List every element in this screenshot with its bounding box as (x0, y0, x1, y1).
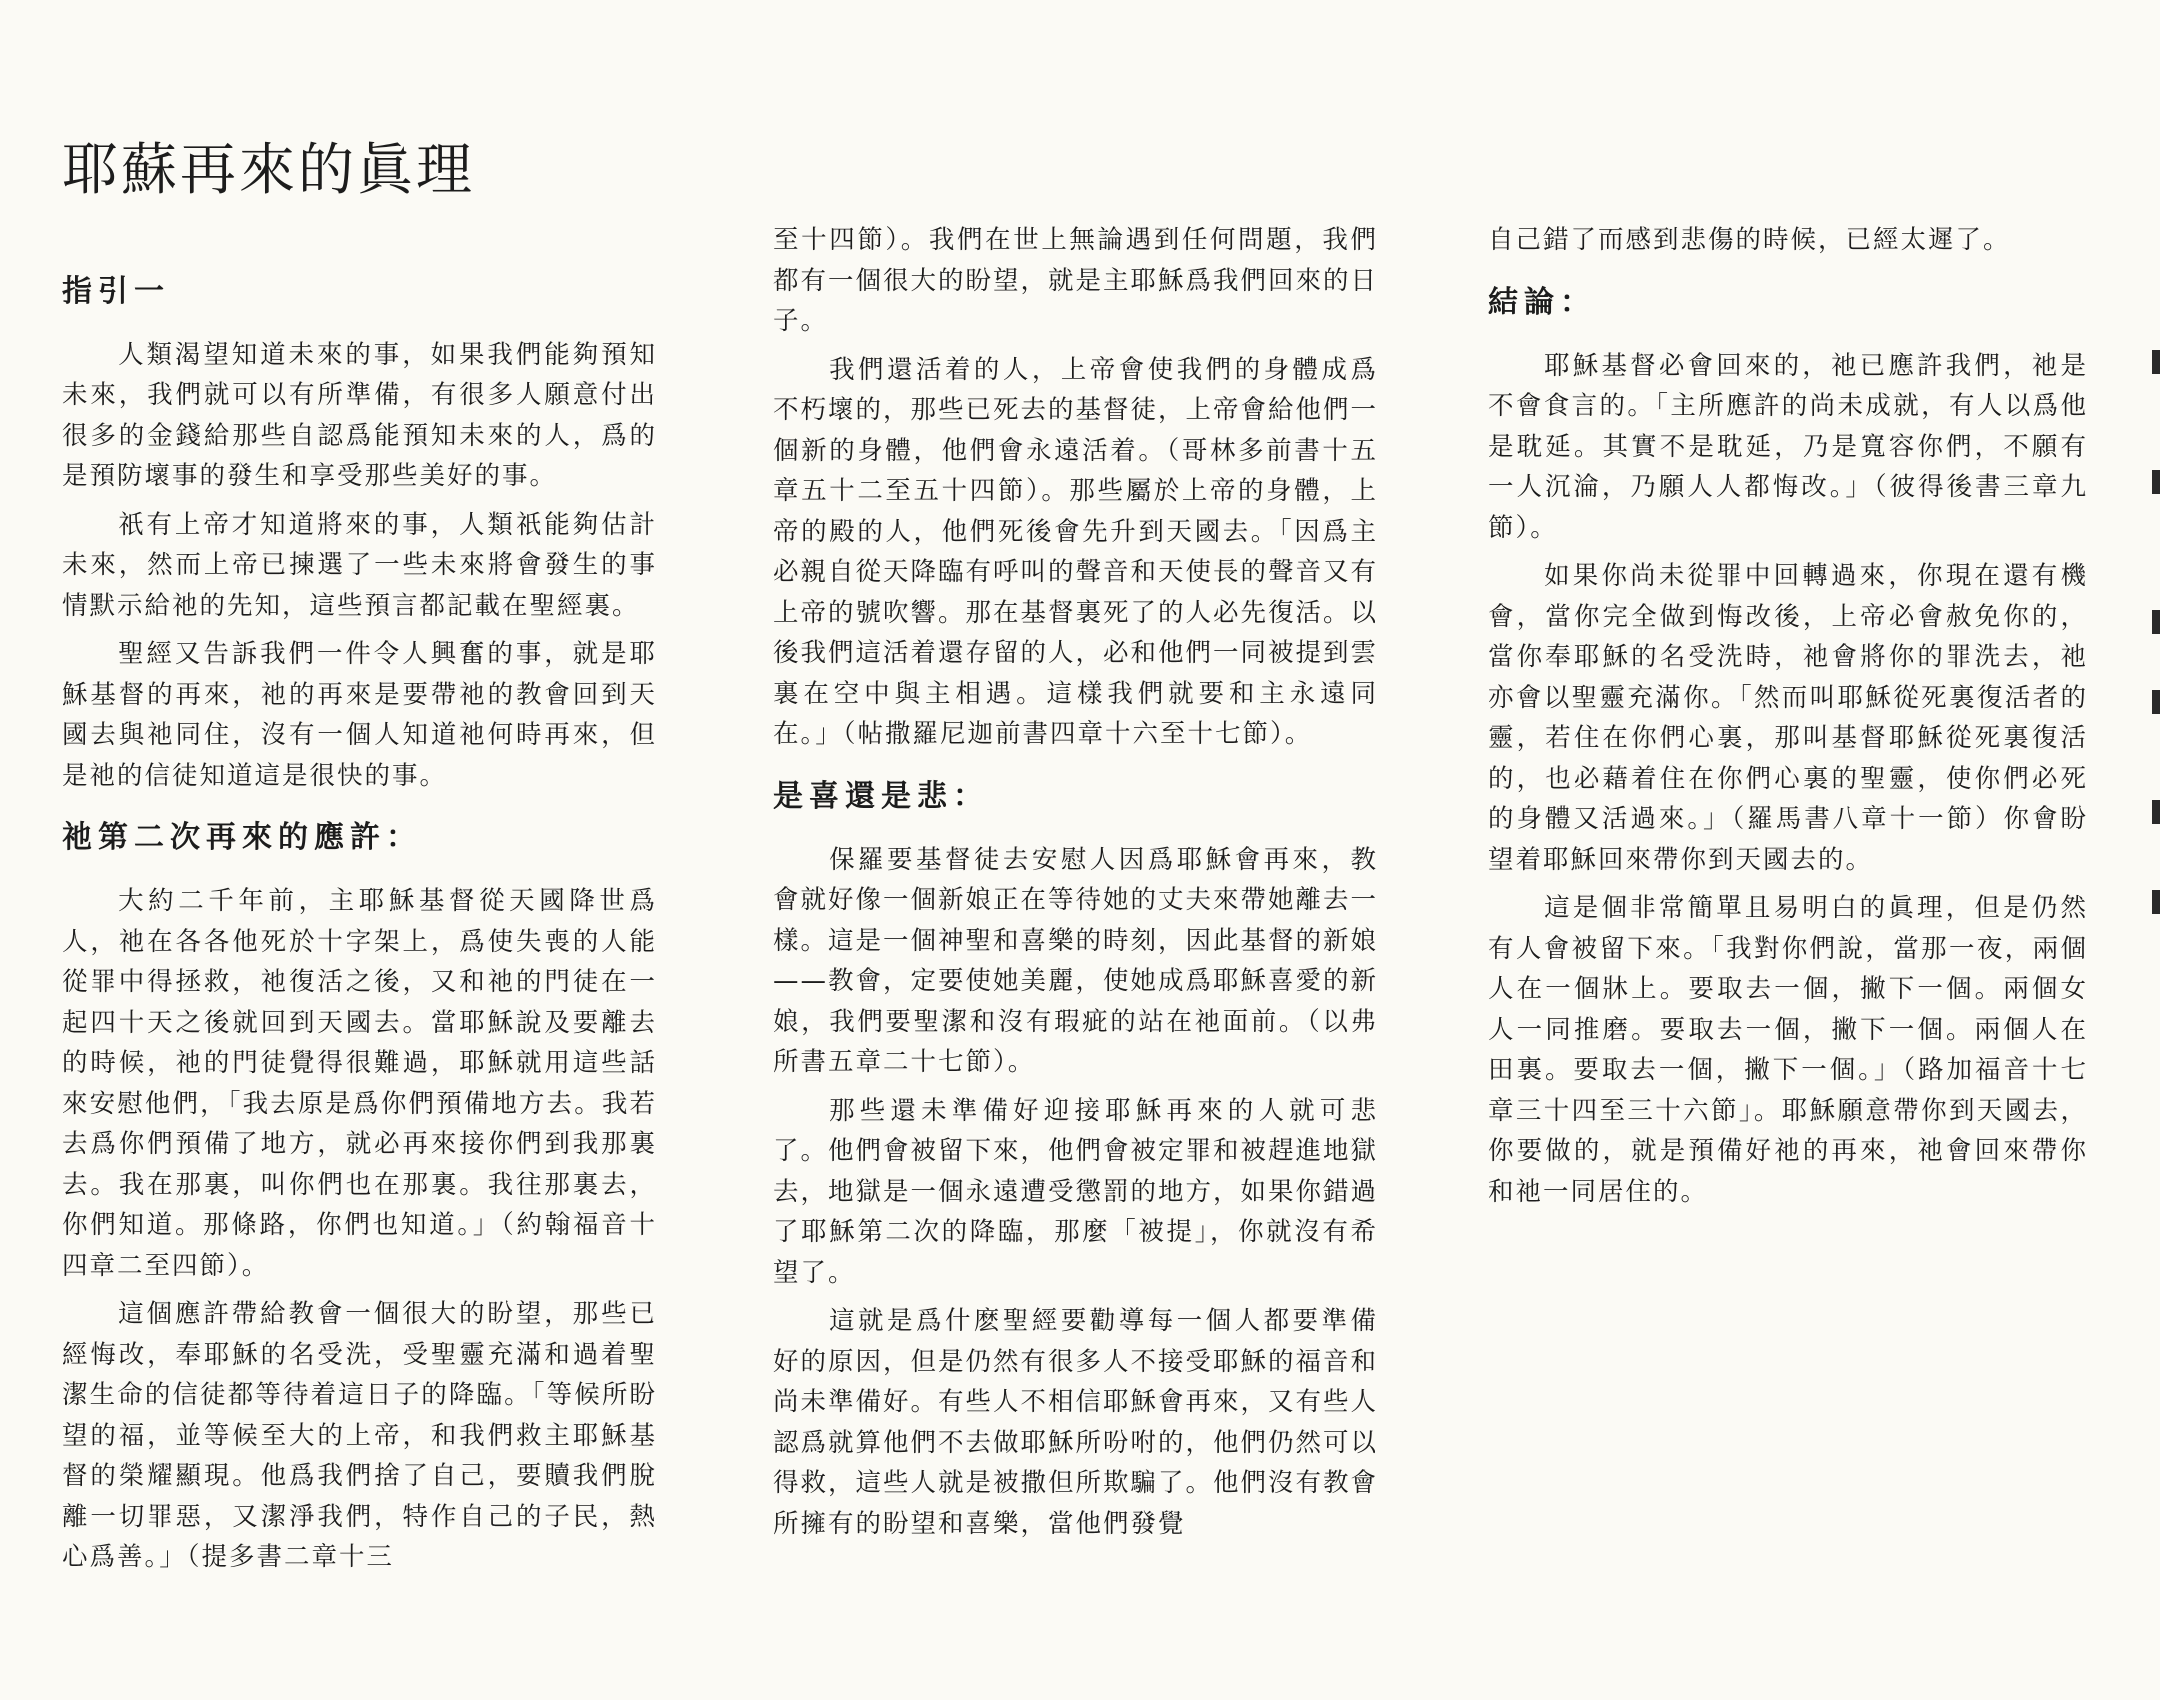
paragraph: 人類渴望知道未來的事，如果我們能夠預知未來，我們就可以有所準備，有很多人願意付出很多的金錢給那些自認爲能預知未來的人，爲的是預防壞事的發生和享受那些美好的事。 (62, 339, 657, 492)
paragraph: 我們還活着的人，上帝會使我們的身體成爲不朽壞的，那些已死去的基督徒，上帝會給他們一個新的身體，他們會永遠活着。（哥林多前書十五章五十二至五十四節）。那些屬於上帝的身體，上帝的殿的人，他們死後會先升到天國去。「因爲主必親自從天降臨有呼叫的聲音和天使長的聲音又有上帝的號吹響。那在基督裏死了的人必先復活。以後我們這活着還存留的人，必和他們一同被提到雲裏在空中與主相遇。這樣我們就要和主永遠同在。」（帖撒羅尼迦前書四章十六至十七節）。 (773, 354, 1379, 749)
edge-mark (2152, 890, 2160, 914)
paragraph: 聖經又告訴我們一件令人興奮的事，就是耶穌基督的再來，祂的再來是要帶祂的教會回到天國去與祂同住，沒有一個人知道祂何時再來，但是祂的信徒知道這是很快的事。 (62, 639, 657, 791)
paragraph: 這是個非常簡單且易明白的眞理，但是仍然有人會被留下來。「我對你們說，當那一夜，兩個人在一個牀上。要取去一個，撇下一個。兩個女人一同推磨。要取去一個，撇下一個。兩個人在田裏。要取去一個，撇下一個。」（路加福音十七章三十四至三十六節」。耶穌願意帶你到天國去，你要做的，就是預備好祂的再來，祂會回來帶你和祂一同居住的。 (1488, 893, 2088, 1207)
paragraph: 那些還未準備好迎接耶穌再來的人就可悲了。他們會被留下來，他們會被定罪和被趕進地獄去，地獄是一個永遠遭受懲罰的地方，如果你錯過了耶穌第二次的降臨，那麼「被提」，你就沒有希望了。 (773, 1095, 1379, 1288)
paragraph: 這就是爲什麽聖經要勸導每一個人都要準備好的原因，但是仍然有很多人不接受耶穌的福音和尚未準備好。有些人不相信耶穌會再來，又有些人認爲就算他們不去做耶穌所吩咐的，他們仍然可以得救，這些人就是被撒但所欺騙了。他們沒有教會所擁有的盼望和喜樂，當他們發覺 (773, 1306, 1379, 1539)
heading-joy-or-sorrow: 是喜還是悲： (773, 778, 989, 814)
paragraph: 耶穌基督必會回來的，祂已應許我們，祂是不會食言的。「主所應許的尚未成就，有人以爲他是耽延。其實不是耽延，乃是寬容你們，不願有一人沉淪，乃願人人都悔改。」（彼得後書三章九節）。 (1488, 350, 2088, 543)
paragraph: 大約二千年前，主耶穌基督從天國降世爲人，祂在各各他死於十字架上，爲使失喪的人能從罪中得拯救，祂復活之後，又和祂的門徒在一起四十天之後就回到天國去。當耶穌說及要離去的時候，祂的門徒覺得很難過，耶穌就用這些話來安慰他們，「我去原是爲你們預備地方去。我若去爲你們預備了地方，就必再來接你們到我那裏去。我在那裏，叫你們也在那裏。我往那裏去，你們知道。那條路，你們也知道。」（約翰福音十四章二至四節）。 (62, 886, 657, 1281)
paragraph: 保羅要基督徒去安慰人因爲耶穌會再來，教會就好像一個新娘正在等待她的丈夫來帶她離去一樣。這是一個神聖和喜樂的時刻，因此基督的新娘——教會，定要使她美麗，使她成爲耶穌喜愛的新娘，我們要聖潔和沒有瑕疵的站在祂面前。（以弗所書五章二十七節）。 (773, 844, 1379, 1077)
paragraph: 這個應許帶給教會一個很大的盼望，那些已經悔改，奉耶穌的名受洗，受聖靈充滿和過着聖潔生命的信徒都等待着這日子的降臨。「等候所盼望的福，並等候至大的上帝，和我們救主耶穌基督的榮耀顯現。他爲我們捨了自己，要贖我們脫離一切罪惡，又潔淨我們，特作自己的子民，熱心爲善。」（提多書二章十三 (62, 1299, 657, 1573)
paragraph: 至十四節）。我們在世上無論遇到任何問題，我們都有一個很大的盼望，就是主耶穌爲我們回來的日子。 (773, 225, 1379, 336)
edge-mark (2152, 350, 2160, 374)
page-title: 耶蘇再來的眞理 (62, 138, 475, 203)
paragraph: 自己錯了而感到悲傷的時候，已經太遲了。 (1488, 225, 2011, 255)
column-2 (773, 220, 1378, 1552)
edge-mark (2152, 800, 2160, 824)
paragraph: 祇有上帝才知道將來的事，人類祇能夠估計未來，然而上帝已揀選了一些未來將會發生的事情默示給祂的先知，這些預言都記載在聖經裏。 (62, 509, 657, 621)
heading-promise: 祂第二次再來的應許： (62, 820, 422, 856)
column-3 (1488, 220, 2088, 1220)
column-1 (62, 140, 657, 1586)
paragraph: 如果你尚未從罪中回轉過來，你現在還有機會，當你完全做到悔改後，上帝必會赦免你的，當你奉耶穌的名受洗時，祂會將你的罪洗去，祂亦會以聖靈充滿你。「然而叫耶穌從死裏復活者的靈，若住在你們心裏，那叫基督耶穌從死裏復活的，也必藉着住在你們心裏的聖靈，使你們必死的身體又活過來。」（羅馬書八章十一節）你會盼望着耶穌回來帶你到天國去的。 (1488, 561, 2088, 875)
edge-mark (2152, 690, 2160, 714)
edge-mark (2152, 470, 2160, 494)
heading-conclusion: 結論： (1488, 284, 1596, 320)
edge-mark (2152, 610, 2160, 634)
heading-guide: 指引一 (62, 273, 170, 309)
